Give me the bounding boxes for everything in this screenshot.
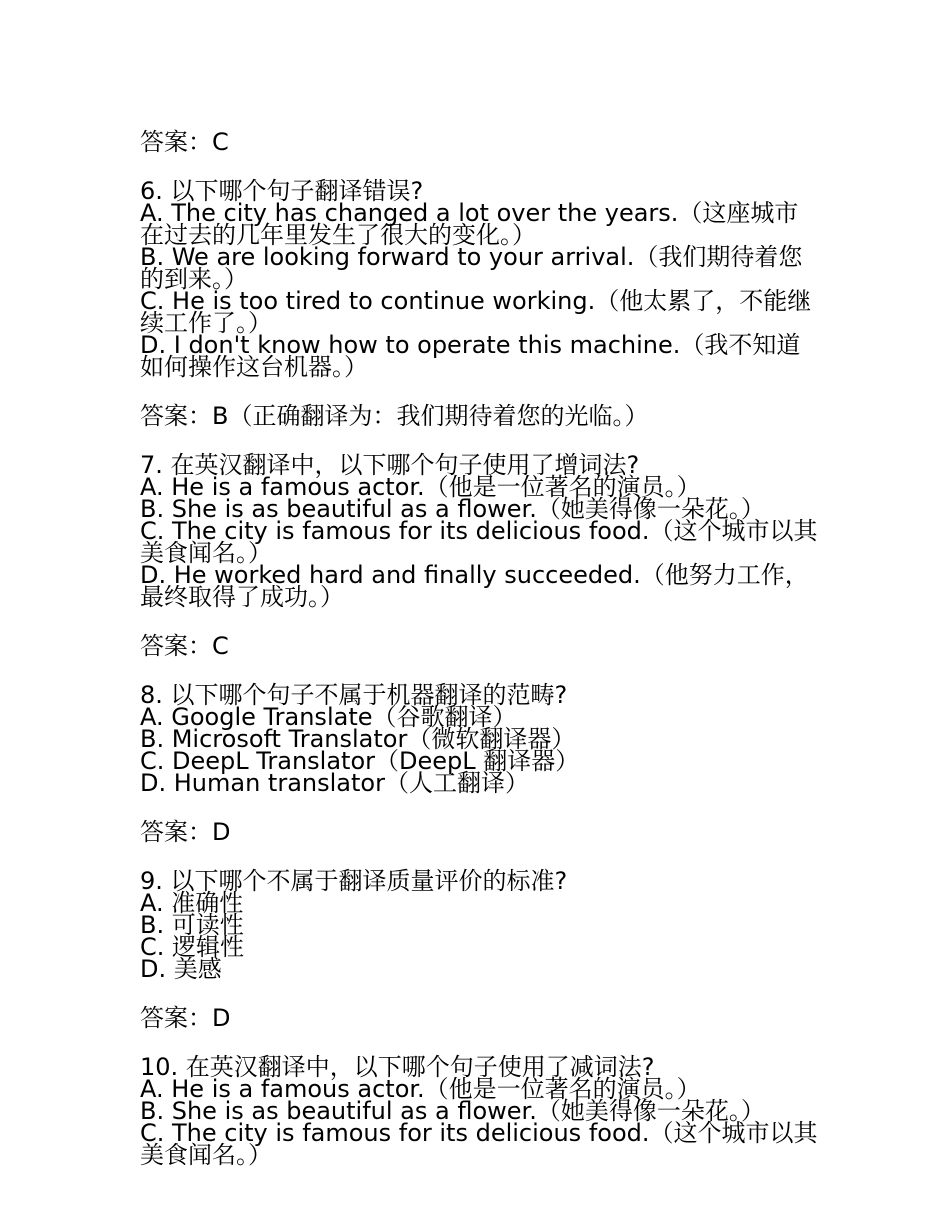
- option-b: B. She is as beautiful as a flower.（她美得像一朵花。）: [140, 495, 765, 523]
- answer-6: 答案：B（正确翻译为：我们期待着您的光临。）: [140, 402, 649, 430]
- option-d: D. I don't know how to operate this machine.（我不知道如何操作这台机器。）: [140, 331, 801, 381]
- answer-9: 答案：D: [140, 1004, 231, 1032]
- question-6: [140, 177, 820, 381]
- question-title: 10. 在英汉翻译中，以下哪个句子使用了减词法?: [140, 1053, 655, 1081]
- option-d: D. He worked hard and finally succeeded.（他努力工作，最终取得了成功。）: [140, 561, 809, 611]
- option-a: A. 准确性: [140, 889, 244, 917]
- option-d: D. 美感: [140, 955, 222, 983]
- question-8: [140, 681, 820, 797]
- question-title: 7. 在英汉翻译中，以下哪个句子使用了增词法?: [140, 451, 640, 479]
- question-title: 8. 以下哪个句子不属于机器翻译的范畴?: [140, 681, 568, 709]
- option-c: C. 逻辑性: [140, 933, 245, 961]
- option-c: C. The city is famous for its delicious food.（这个城市以其美食闻名。）: [140, 1119, 818, 1169]
- question-9: [140, 867, 820, 983]
- answer-5: 答案：C: [140, 128, 229, 156]
- answer-7: 答案：C: [140, 632, 229, 660]
- option-a: A. He is a famous actor.（他是一位著名的演员。）: [140, 473, 701, 501]
- option-a: A. Google Translate（谷歌翻译）: [140, 703, 517, 731]
- question-title: 6. 以下哪个句子翻译错误?: [140, 177, 424, 205]
- option-b: B. Microsoft Translator（微软翻译器）: [140, 725, 576, 753]
- document-page: [140, 126, 820, 1188]
- option-b: B. 可读性: [140, 911, 244, 939]
- option-a: A. He is a famous actor.（他是一位著名的演员。）: [140, 1075, 701, 1103]
- option-c: C. He is too tired to continue working.（他太累了，不能继续工作了。）: [140, 287, 812, 337]
- option-c: C. The city is famous for its delicious food.（这个城市以其美食闻名。）: [140, 517, 818, 567]
- question-title: 9. 以下哪个不属于翻译质量评价的标准?: [140, 867, 568, 895]
- option-b: B. She is as beautiful as a flower.（她美得像一朵花。）: [140, 1097, 765, 1125]
- option-c: C. DeepL Translator（DeepL 翻译器）: [140, 747, 580, 775]
- answer-8: 答案：D: [140, 818, 231, 846]
- question-7: [140, 451, 820, 611]
- option-a: A. The city has changed a lot over the years.（这座城市在过去的几年里发生了很大的变化。）: [140, 199, 799, 249]
- option-b: B. We are looking forward to your arrival.（我们期待着您的到来。）: [140, 243, 803, 293]
- question-10: [140, 1053, 820, 1169]
- option-d: D. Human translator（人工翻译）: [140, 769, 529, 797]
